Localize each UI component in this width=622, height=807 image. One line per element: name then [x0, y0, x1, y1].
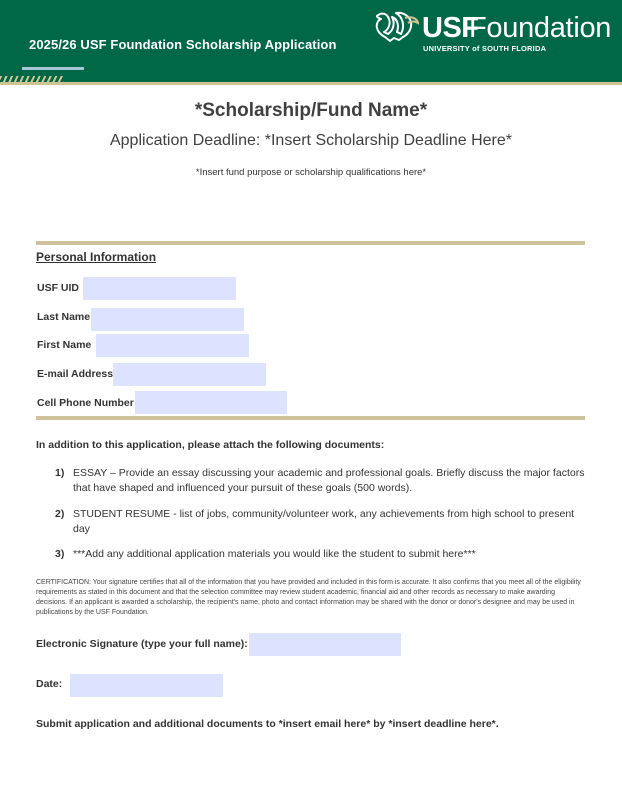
list-item-number: 3) [55, 548, 65, 560]
section-divider-top [36, 241, 585, 245]
header-banner [0, 0, 622, 82]
usf-foundation-logo [375, 10, 612, 58]
usf-uid-input[interactable] [83, 277, 236, 300]
usf-uid-label: USF UID [37, 282, 79, 294]
signature-input[interactable] [249, 633, 401, 656]
fund-name-heading: *Scholarship/Fund Name* [194, 100, 428, 121]
essay-requirement: ESSAY – Provide an essay discussing your academic and professional goals. Briefly discuss the major factors that have shaped and influenced your pursuit of these goals (500 words). [73, 467, 585, 494]
resume-requirement: STUDENT RESUME - list of jobs, community/volunteer work, any achievements from high school to present day [73, 508, 575, 535]
application-title: 2025/26 USF Foundation Scholarship Application [29, 37, 337, 52]
additional-materials-requirement: ***Add any additional application materials you would like the student to submit here*** [73, 548, 476, 560]
list-item-number: 2) [55, 508, 65, 520]
deadline-heading: Application Deadline: *Insert Scholarship Deadline Here* [109, 132, 512, 149]
email-label: E-mail Address [37, 368, 114, 380]
logo-university-text: UNIVERSITY of SOUTH FLORIDA [423, 44, 547, 53]
first-name-input[interactable] [96, 334, 249, 357]
date-input[interactable] [70, 674, 223, 697]
header-gold-bar [0, 82, 622, 85]
section-divider-bottom [36, 416, 585, 420]
documents-intro: In addition to this application, please attach the following documents: [36, 439, 385, 451]
list-item-number: 1) [55, 467, 65, 479]
cell-phone-input[interactable] [135, 391, 287, 414]
date-label: Date: [36, 678, 63, 690]
email-input[interactable] [113, 363, 266, 386]
submit-instructions: Submit application and additional documents to *insert email here* by *insert deadline here*. [36, 718, 499, 730]
last-name-input[interactable] [91, 308, 244, 331]
logo-usf-text: USF [422, 12, 479, 44]
last-name-label: Last Name [37, 311, 91, 323]
fund-purpose-text: *Insert fund purpose or scholarship qualifications here* [195, 167, 427, 178]
bull-horns-icon [375, 10, 419, 44]
personal-information-title: Personal Information [36, 250, 157, 264]
cell-phone-label: Cell Phone Number [37, 397, 134, 409]
logo-foundation-text: Foundation [469, 12, 612, 44]
certification-text: CERTIFICATION: Your signature certifies that all of the information that you have provided and included in this form is accurate. It also confirms that you meet all of the eligibility requirements as stated in this document and that the selection committee may review student academic, financial aid and other records as necessary to make awarding decisions. If an applicant is awarded a scholarship, the recipient's name, photo and contact information may be shared with the donor or donor's designee and may be used in publications by the USF Foundation. [36, 579, 581, 616]
signature-label: Electronic Signature (type your full name): [36, 638, 248, 650]
first-name-label: First Name [37, 339, 92, 351]
header-accent-line [22, 67, 84, 70]
